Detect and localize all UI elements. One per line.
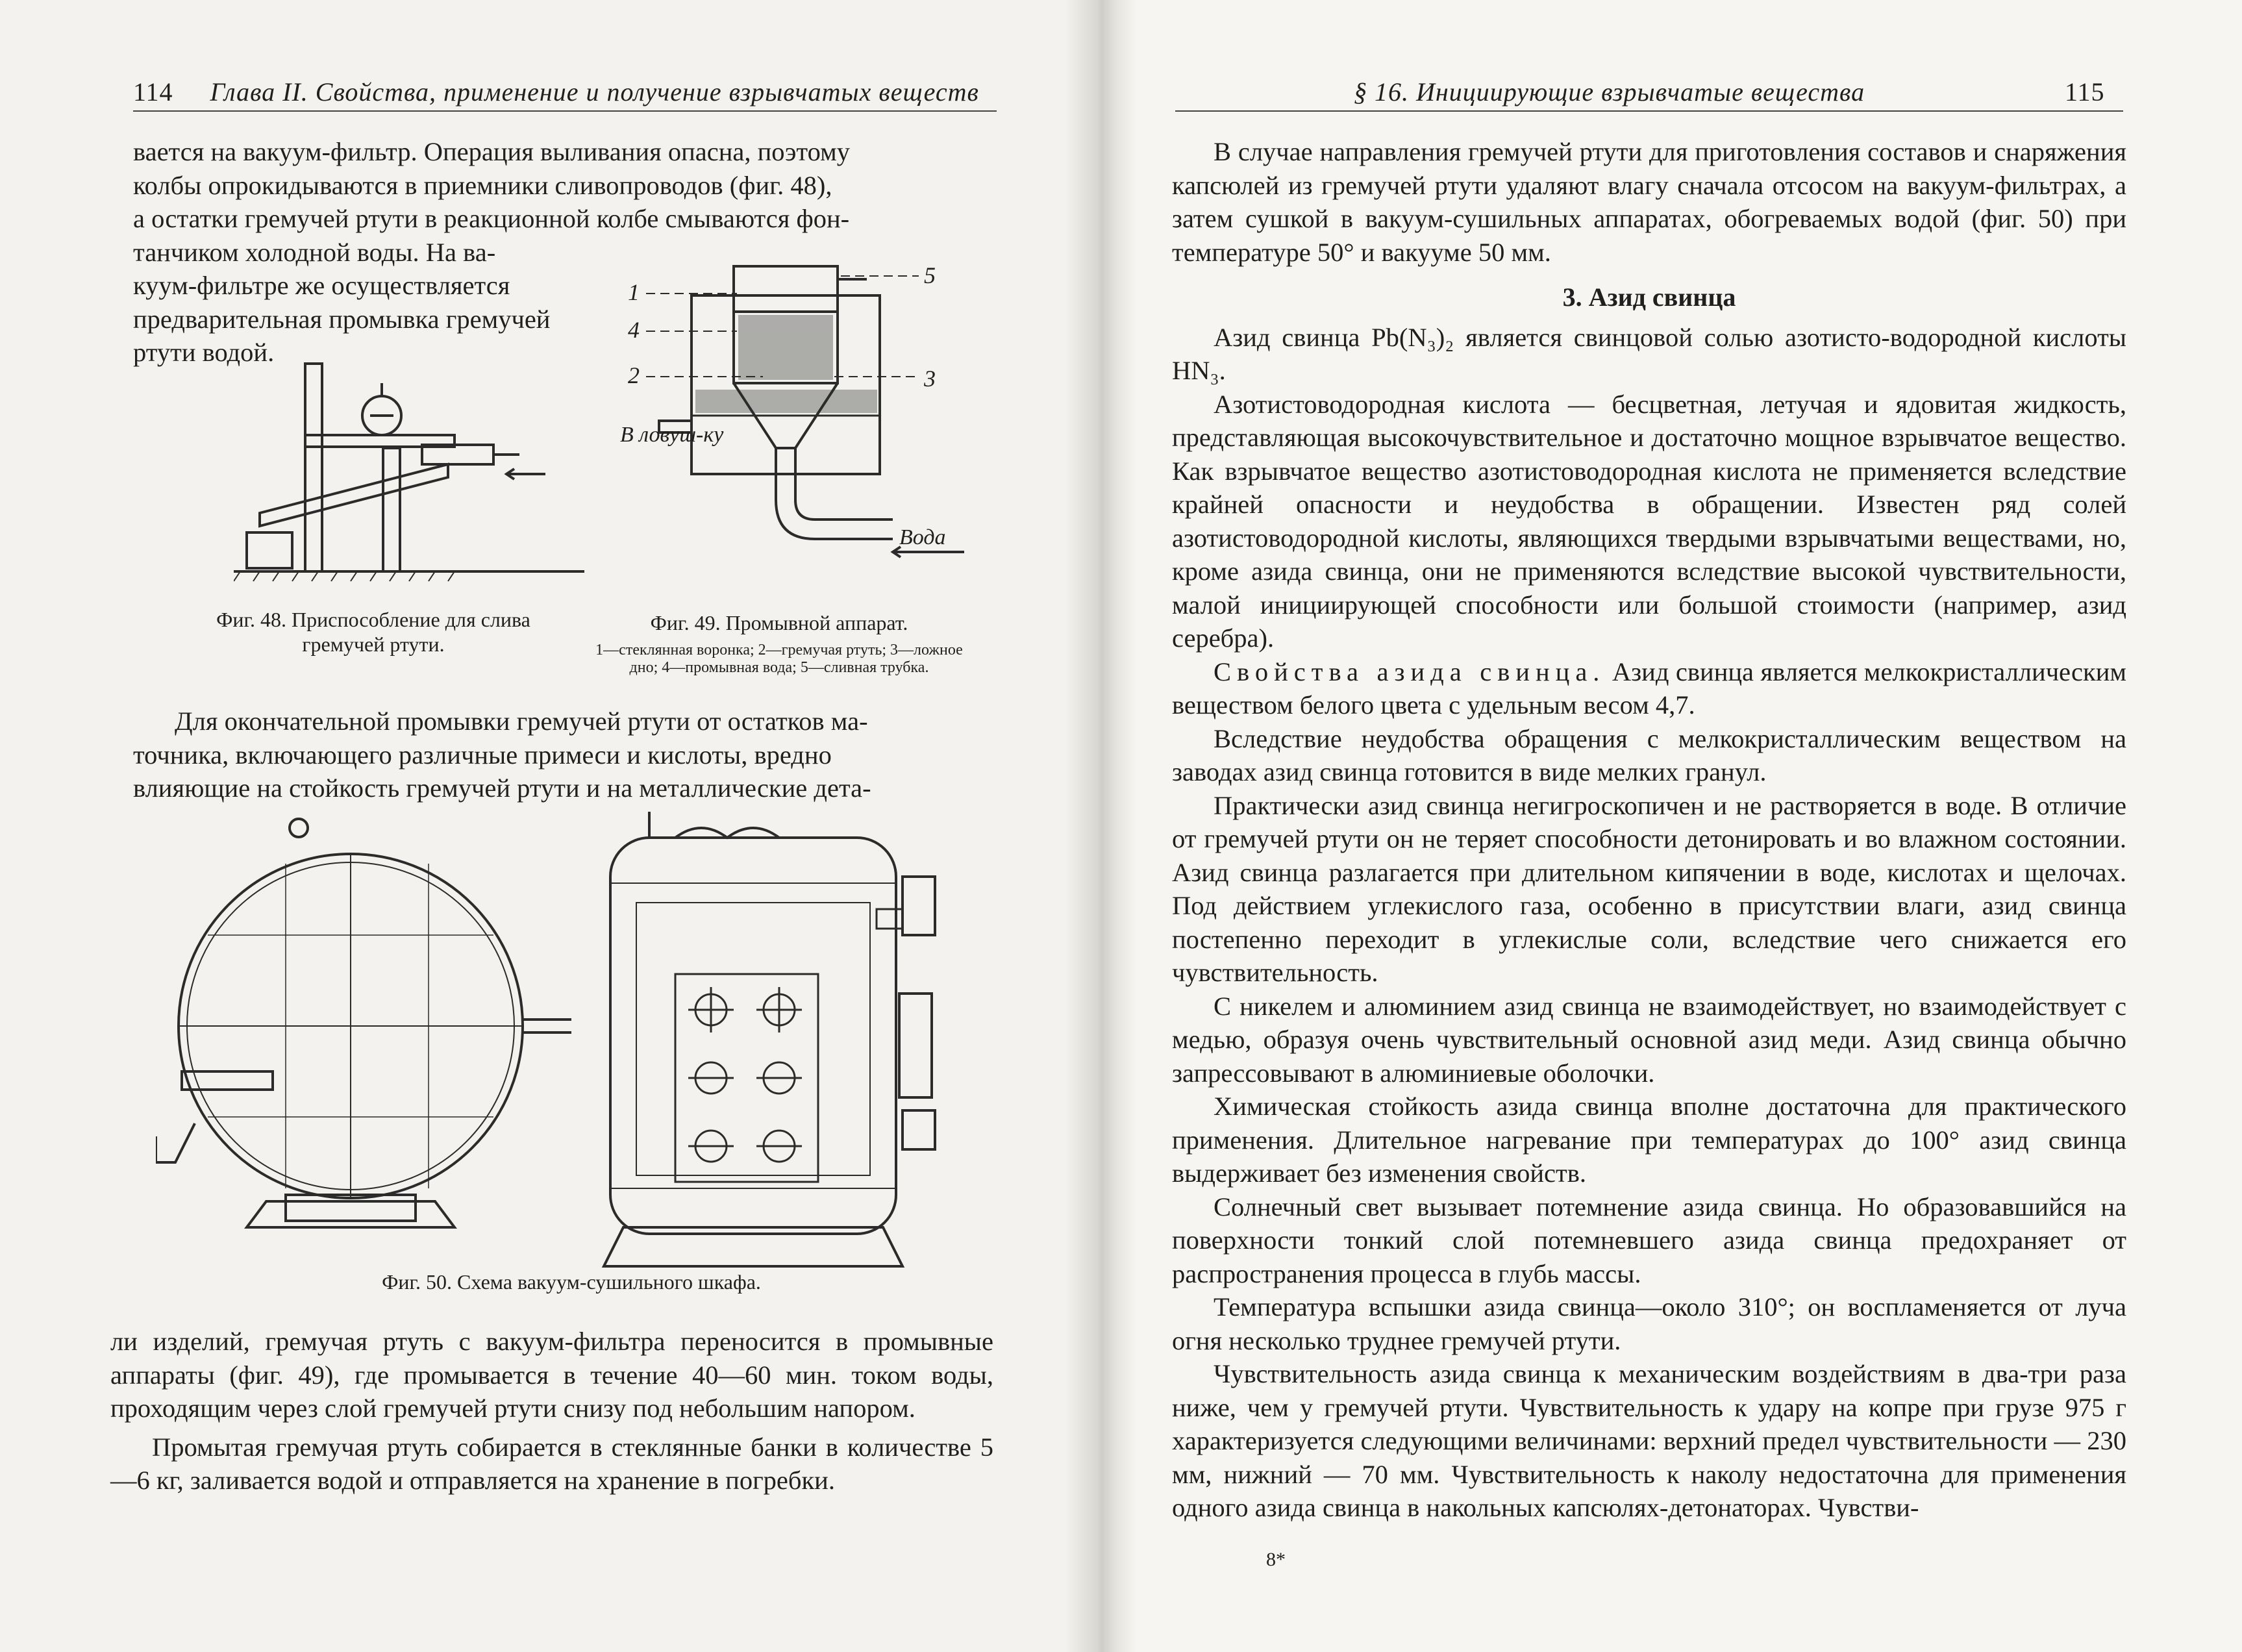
- fig49-label-1: 1: [628, 279, 640, 305]
- fig50-drawing: [156, 812, 993, 1279]
- text-line: ртути водой.: [133, 338, 275, 367]
- right-paragraph: Азид свинца Pb(N₃)₂ является свинцовой солью азотисто-водородной кислоты HN₃.: [1172, 322, 2126, 385]
- left-page: [0, 0, 1097, 1652]
- properties-label: Свойства азида свинца.: [1214, 657, 1606, 686]
- right-paragraph: Солнечный свет вызывает потемнение азида свинца. Но образовавшийся на поверхности тонкий слой потемневшего азида свинца предохраняет от распространения процесса в глубь массы.: [1172, 1192, 2126, 1288]
- properties-paragraph: [1172, 655, 2126, 722]
- right-intro-paragraph: В случае направления гремучей ртути для приготовления составов и снаряжения капсюлей из гремучей ртути удаляют влагу сначала отсосом на вакуум-фильтрах, а затем сушкой в вакуум-сушильных аппаратах, обогреваемых водой (фиг. 50) при температуре 50° и вакууме 50 мм.: [1172, 137, 2126, 267]
- right-text: [1172, 135, 2126, 1525]
- fig49-caption: Фиг. 49. Промывной аппарат.: [650, 611, 908, 634]
- right-paragraph: Температура вспышки азида свинца—около 310°; он воспламеняется от луча огня несколько труднее гремучей ртути.: [1172, 1292, 2126, 1355]
- text-line: Для окончательной промывки гремучей ртути от остатков ма-: [175, 707, 868, 736]
- book-gutter: [1065, 0, 1136, 1652]
- left-bottom-paragraph-2: Промытая гремучая ртуть собирается в стеклянные банки в количестве 5—6 кг, заливается водой и отправляется на хранение в погребки.: [110, 1432, 993, 1495]
- properties-text: Азид свинца является мелкокристаллическим веществом белого цвета с удельным весом 4,7.: [1172, 657, 2126, 720]
- fig49-label-2: 2: [628, 362, 640, 388]
- fig48-caption: Фиг. 48. Приспособление для слива гремучей ртути.: [216, 608, 530, 656]
- left-bottom-text: [110, 1325, 993, 1497]
- right-page-number-wrap: [2065, 77, 2105, 107]
- right-running-title: § 16. Инициирующие взрывчатые вещества: [1354, 77, 1865, 106]
- text-line: влияющие на стойкость гремучей ртути и на металлические дета-: [133, 773, 871, 803]
- text-line: вается на вакуум-фильтр. Операция выливания опасна, поэтому: [133, 137, 850, 166]
- right-head-rule: [1175, 110, 2123, 112]
- fig49-legend: 1—стеклянная воронка; 2—гремучая ртуть; 3—ложное дно; 4—промывная вода; 5—сливная трубка.: [595, 642, 963, 676]
- fig49-label-3: 3: [924, 366, 936, 392]
- section-title: 3. Азид свинца: [1562, 282, 1736, 312]
- fig50-caption: Фиг. 50. Схема вакуум-сушильного шкафа.: [382, 1270, 761, 1294]
- right-running-head: [1354, 77, 1865, 107]
- left-mid-text: [133, 705, 997, 805]
- signature-mark: 8*: [1266, 1549, 1286, 1570]
- left-head-rule: [133, 110, 997, 112]
- right-page: [1097, 0, 2242, 1652]
- right-paragraph: Вследствие неудобства обращения с мелкокристаллическим веществом на заводах азид свинца готовится в виде мелких гранул.: [1172, 723, 2126, 786]
- right-paragraph: Химическая стойкость азида свинца вполне достаточна для практического применения. Длительное нагревание при температурах до 100° азид свинца выдерживает без изменения свойств.: [1172, 1092, 2126, 1188]
- text-line: предварительная промывка гремучей: [133, 304, 551, 334]
- left-bottom-paragraph-1: ли изделий, гремучая ртуть с вакуум-фильтра переносится в промывные аппараты (фиг. 49), где промывается в течение 40—60 мин. током воды, проходящим через слой гремучей ртути снизу под небольшим напором.: [110, 1327, 993, 1423]
- fig49-label-water: Вода: [899, 525, 946, 549]
- right-paragraph: Чувствительность азида свинца к механическим воздействиям в два-три раза ниже, чем у гремучей ртути. Чувствительность к удару на копре при грузе 975 г характеризуется следующими величинами: верхний предел чувствительности — 230 мм, нижний — 70 мм. Чувствительность к наколу недостаточна для применения одного азида свинца в накольных капсюлях-детонаторах. Чувстви-: [1172, 1359, 2126, 1522]
- right-page-number: 115: [2065, 77, 2105, 106]
- text-line: танчиком холодной воды. На ва-: [133, 237, 496, 267]
- fig48-drawing: [234, 351, 584, 597]
- fig49-label-4: 4: [628, 317, 640, 343]
- left-top-text: [133, 135, 997, 269]
- text-line: колбы опрокидываются в приемники сливопроводов (фиг. 48),: [133, 170, 832, 200]
- right-paragraph: Практически азид свинца негигроскопичен и не растворяется в воде. В отличие от гремучей ртути он не теряет способности детонировать и во влажном состоянии. Азид свинца разлагается при длительном кипячении в воде, кислотах и щелочах. Под действием углекислого газа, особенно в присутствии влаги, азид свинца постепенно переходит в углекислые соли, вследствие чего снижается его чувствительность.: [1172, 790, 2126, 987]
- fig49-drawing: [620, 260, 984, 565]
- fig49-label-trap: В ловуш-ку: [620, 423, 724, 447]
- text-line: а остатки гремучей ртути в реакционной колбе смываются фон-: [133, 204, 850, 233]
- fig49-label-5: 5: [924, 262, 936, 288]
- text-line: куум-фильтре же осуществляется: [133, 271, 510, 300]
- left-page-number: 114: [133, 77, 173, 106]
- left-running-title: Глава II. Свойства, применение и получение взрывчатых веществ: [210, 77, 979, 106]
- right-paragraph: С никелем и алюминием азид свинца не взаимодействует, но взаимодействует с медью, образуя очень чувствительный основной азид меди. Азид свинца обычно запрессовывают в алюминиевые оболочки.: [1172, 991, 2126, 1088]
- text-line: точника, включающего различные примеси и кислоты, вредно: [133, 740, 832, 770]
- right-paragraph: Азотистоводородная кислота — бесцветная, летучая и ядовитая жидкость, представляющая высокочувствительное и достаточно мощное взрывчатое вещество. Как взрывчатое вещество азотистоводородная кислота не применяется вследствие крайней опасности и неудобства в обращении. Известен ряд солей азотистоводородной кислоты, являющихся твердыми взрывчатыми веществами, но, кроме азида свинца, они не применяются вследствие высокой чувствительности, малой инициирующей способности или большой стоимости (например, азид серебра).: [1172, 389, 2126, 653]
- left-running-head: [133, 77, 979, 107]
